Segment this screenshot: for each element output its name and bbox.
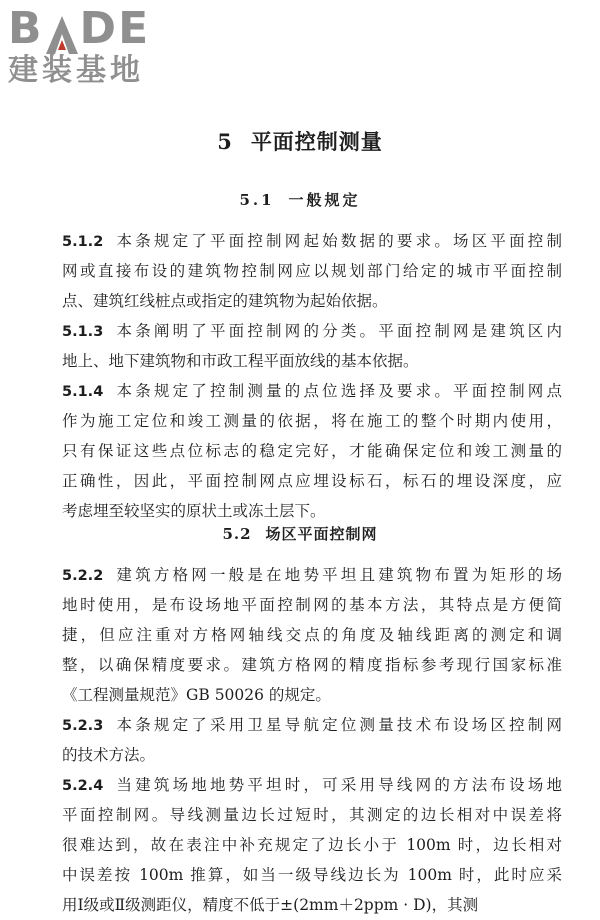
clause-line (62, 226, 562, 256)
clause-line (62, 406, 562, 436)
clause-text: 当建筑场地地势平坦时，可采用导线网的方法布设场地 (113, 776, 562, 794)
clause-text: 地上、地下建筑物和市政工程平面放线的基本依据。 (62, 352, 419, 370)
chapter-heading (0, 126, 600, 156)
section-number: 5.2 (222, 525, 252, 543)
clause-text: 本条规定了控制测量的点位选择及要求。平面控制网点 (113, 382, 562, 400)
clause-line (62, 496, 562, 526)
clause-text: 的技术方法。 (62, 746, 156, 764)
clause-number: 5.2.4 (62, 778, 104, 794)
chapter-number: 5 (217, 129, 233, 154)
section-heading (0, 523, 600, 544)
clause-line (62, 346, 562, 376)
clause-line (62, 770, 562, 800)
clause-line (62, 650, 562, 680)
logo-subtitle: 建装基地 (8, 53, 144, 88)
clause-text: 本条规定了采用卫星导航定位测量技术布设场区控制网 (113, 716, 562, 734)
clause-text: 网或直接布设的建筑物控制网应以规划部门给定的城市平面控制 (62, 262, 562, 280)
clause-line (62, 680, 562, 710)
clause-number: 5.1.2 (62, 234, 104, 250)
logo-a-mark (45, 12, 79, 52)
brand-logo (8, 3, 178, 88)
clause-line (62, 830, 562, 860)
clause-text: 整，以确保精度要求。建筑方格网的精度指标参考现行国家标准 (62, 656, 562, 674)
clause-text: 建筑方格网一般是在地势平坦且建筑物布置为矩形的场 (113, 566, 562, 584)
clause-line (62, 590, 562, 620)
clause-number: 5.2.2 (62, 568, 104, 584)
clause-text: 正确性，因此，平面控制网点应埋设标石，标石的埋设深度，应 (62, 472, 562, 490)
clause-line (62, 436, 562, 466)
clause-number: 5.1.4 (62, 384, 104, 400)
clause-line (62, 860, 562, 890)
logo-wordmark (8, 3, 178, 54)
section-title: 一般规定 (288, 191, 361, 209)
clause-text: 中误差按 100m 推算，如当一级导线边长为 100m 时，此时应采 (62, 866, 562, 884)
clause-text: 考虑埋至较坚实的原状土或冻土层下。 (62, 502, 326, 520)
section-number: 5.1 (239, 191, 275, 209)
section-heading (0, 189, 600, 210)
clause-line (62, 710, 562, 740)
section-title: 场区平面控制网 (265, 525, 378, 543)
clause-text: 本条阐明了平面控制网的分类。平面控制网是建筑区内 (113, 322, 562, 340)
clause-line (62, 256, 562, 286)
logo-letter-b: B (8, 3, 44, 54)
clause-text: 捷，但应注重对方格网轴线交点的角度及轴线距离的测定和调 (62, 626, 562, 644)
clause-text: 用Ⅰ级或Ⅱ级测距仪，精度不低于±(2mm＋2ppm · D)，其测 (62, 896, 479, 914)
clause-text: 只有保证这些点位标志的稳定完好，才能确保定位和竣工测量的 (62, 442, 562, 460)
clause-text: 很难达到，故在表注中补充规定了边长小于 100m 时，边长相对 (62, 836, 562, 854)
clause-line (62, 740, 562, 770)
clause-text: 《工程测量规范》GB 50026 的规定。 (62, 686, 331, 704)
clause-line (62, 560, 562, 590)
clause-text: 平面控制网。导线测量边长过短时，其测定的边长相对中误差将 (62, 806, 562, 824)
clause-line (62, 286, 562, 316)
clause-line (62, 466, 562, 496)
clause-text: 点、建筑红线桩点或指定的建筑物为起始依据。 (62, 292, 388, 310)
clause-line (62, 620, 562, 650)
clause-text: 地时使用，是布设场地平面控制网的基本方法，其特点是方便简 (62, 596, 562, 614)
chapter-title: 平面控制测量 (250, 129, 383, 154)
clause-text: 作为施工定位和竣工测量的依据，将在施工的整个时期内使用， (62, 412, 562, 430)
clause-line (62, 316, 562, 346)
clause-line (62, 890, 562, 920)
clause-line (62, 376, 562, 406)
logo-letters-de: DE (79, 3, 151, 54)
clause-line (62, 800, 562, 830)
clause-number: 5.2.3 (62, 718, 104, 734)
clause-block (62, 560, 562, 920)
clause-block (62, 226, 562, 526)
clause-text: 本条规定了平面控制网起始数据的要求。场区平面控制 (113, 232, 562, 250)
clause-number: 5.1.3 (62, 324, 104, 340)
